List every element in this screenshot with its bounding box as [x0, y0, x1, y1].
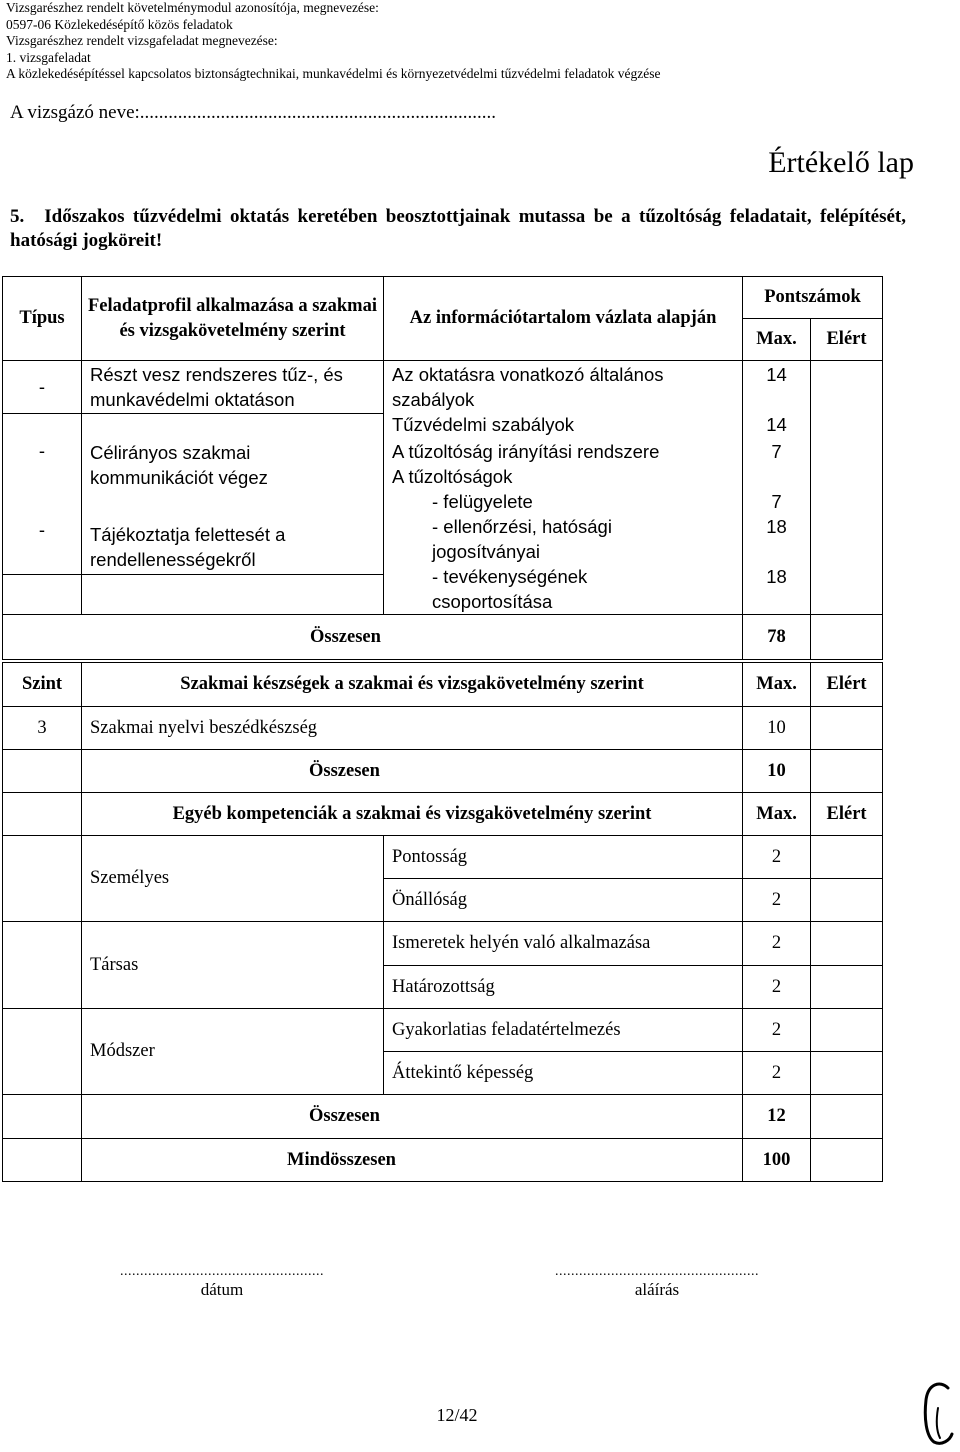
type-dash: - — [38, 439, 46, 461]
competency-max: 2 — [743, 966, 811, 1009]
header-level: Szint — [3, 663, 82, 707]
page-title: Értékelő lap — [768, 146, 914, 179]
info-item: Az oktatásra vonatkozó általános szabályok — [392, 364, 664, 410]
skill-achieved[interactable] — [811, 707, 883, 750]
info-subitem: - ellenőrzési, hatósági jogosítványai — [432, 516, 612, 562]
competency-max: 2 — [743, 879, 811, 922]
category-social: Társas — [82, 922, 384, 1009]
signature-line: ................................................... — [555, 1264, 759, 1279]
max-value: 18 — [766, 566, 787, 587]
max-value: 18 — [766, 516, 787, 537]
header-achieved: Elért — [811, 319, 883, 361]
header-task-number: 1. vizsgafeladat — [6, 49, 91, 65]
candidate-name-field: A vizsgázó neve:........................................................................... — [10, 102, 497, 123]
handwritten-initial-mark — [918, 1378, 954, 1448]
max-value: 7 — [771, 491, 782, 512]
header-skills: Szakmai készségek a szakmai és vizsgakövetelmény szerint — [82, 663, 743, 707]
info-item: A tűzoltóság irányítási rendszere — [392, 441, 660, 462]
competency-max: 2 — [743, 836, 811, 879]
header-points: Pontszámok — [743, 277, 883, 319]
max-points-list — [743, 361, 811, 615]
competency-item: Gyakorlatias feladatértelmezés — [384, 1009, 743, 1052]
skill-max: 10 — [743, 707, 811, 750]
header-profile: Feladatprofil alkalmazása a szakmai és vizsgakövetelmény szerint — [82, 277, 384, 361]
info-subitem: - tevékenységének csoportosítása — [432, 566, 588, 612]
profile-item: Részt vesz rendszeres tűz-, és munkavédelmi oktatáson — [82, 361, 384, 414]
achieved-cell[interactable] — [811, 361, 883, 615]
skills-total-label: Összesen — [82, 750, 743, 793]
competency-max: 2 — [743, 922, 811, 966]
header-task-name: A közlekedésépítéssel kapcsolatos biztonságtechnikai, munkavédelmi és környezetvédelmi tűzvédelmi feladatok végzése — [6, 66, 661, 82]
skill-level: 3 — [3, 707, 82, 750]
header-info: Az információtartalom vázlata alapján — [384, 277, 743, 361]
header-skills-max: Max. — [743, 663, 811, 707]
max-value: 7 — [771, 441, 782, 462]
skill-name: Szakmai nyelvi beszédkészség — [82, 707, 743, 750]
profile-items — [82, 413, 384, 574]
evaluation-table-knowledge — [2, 276, 883, 660]
page-number: 12/42 — [436, 1405, 478, 1425]
other-total-label: Összesen — [82, 1095, 743, 1139]
info-list — [384, 361, 743, 615]
competency-achieved[interactable] — [811, 879, 883, 922]
competency-achieved[interactable] — [811, 1052, 883, 1095]
task-text: Időszakos tűzvédelmi oktatás keretében beosztottjainak mutassa be a tűzoltóság feladatait, felépítését, hatósági jogköreit! — [10, 206, 906, 251]
grand-total-value: 100 — [743, 1139, 811, 1182]
competency-item: Önállóság — [384, 879, 743, 922]
max-value: 14 — [766, 364, 787, 385]
competency-item: Ismeretek helyén való alkalmazása — [384, 922, 743, 966]
date-signature-block — [92, 1264, 352, 1300]
table1-total-label: Összesen — [3, 615, 743, 660]
competency-item: Határozottság — [384, 966, 743, 1009]
competency-achieved[interactable] — [811, 1009, 883, 1052]
header-type: Típus — [3, 277, 82, 361]
type-dash: - — [3, 361, 82, 414]
signature-block — [527, 1264, 787, 1300]
header-module-name: 0597-06 Közlekedésépítő közös feladatok — [6, 16, 233, 32]
competency-max: 2 — [743, 1009, 811, 1052]
competency-achieved[interactable] — [811, 836, 883, 879]
task-number: 5. — [10, 206, 25, 227]
max-value: 14 — [766, 414, 787, 435]
table1-total-value: 78 — [743, 615, 811, 660]
competency-item: Áttekintő képesség — [384, 1052, 743, 1095]
type-dash: - — [38, 518, 46, 540]
other-total-achieved[interactable] — [811, 1095, 883, 1139]
competency-achieved[interactable] — [811, 922, 883, 966]
header-other: Egyéb kompetenciák a szakmai és vizsgakövetelmény szerint — [82, 793, 743, 836]
skills-total-achieved[interactable] — [811, 750, 883, 793]
task-description — [10, 205, 906, 253]
header-task-label: Vizsgarészhez rendelt vizsgafeladat megnevezése: — [6, 33, 278, 49]
info-subitem: - felügyelete — [432, 491, 533, 512]
info-item: Tűzvédelmi szabályok — [392, 414, 574, 435]
evaluation-table-skills — [2, 662, 883, 1182]
document-header — [6, 0, 661, 83]
competency-max: 2 — [743, 1052, 811, 1095]
competency-item: Pontosság — [384, 836, 743, 879]
header-module-label: Vizsgarészhez rendelt követelménymodul azonosítója, megnevezése: — [6, 0, 379, 15]
profile-item: Tájékoztatja felettesét a rendellenességekről — [90, 523, 286, 570]
date-label: dátum — [200, 1280, 244, 1299]
type-dashes — [3, 413, 82, 574]
table1-total-achieved[interactable] — [811, 615, 883, 660]
category-personal: Személyes — [82, 836, 384, 922]
grand-total-label: Mindösszesen — [82, 1139, 743, 1182]
skills-total-value: 10 — [743, 750, 811, 793]
header-max: Max. — [743, 319, 811, 361]
header-other-max: Max. — [743, 793, 811, 836]
info-item: A tűzoltóságok — [392, 466, 513, 487]
profile-item: Célirányos szakmai kommunikációt végez — [90, 441, 268, 488]
signature-label: aláírás — [634, 1280, 680, 1299]
grand-total-achieved[interactable] — [811, 1139, 883, 1182]
other-total-value: 12 — [743, 1095, 811, 1139]
header-skills-achieved: Elért — [811, 663, 883, 707]
competency-achieved[interactable] — [811, 966, 883, 1009]
header-other-achieved: Elért — [811, 793, 883, 836]
date-line: ................................................... — [120, 1264, 324, 1279]
category-method: Módszer — [82, 1009, 384, 1095]
